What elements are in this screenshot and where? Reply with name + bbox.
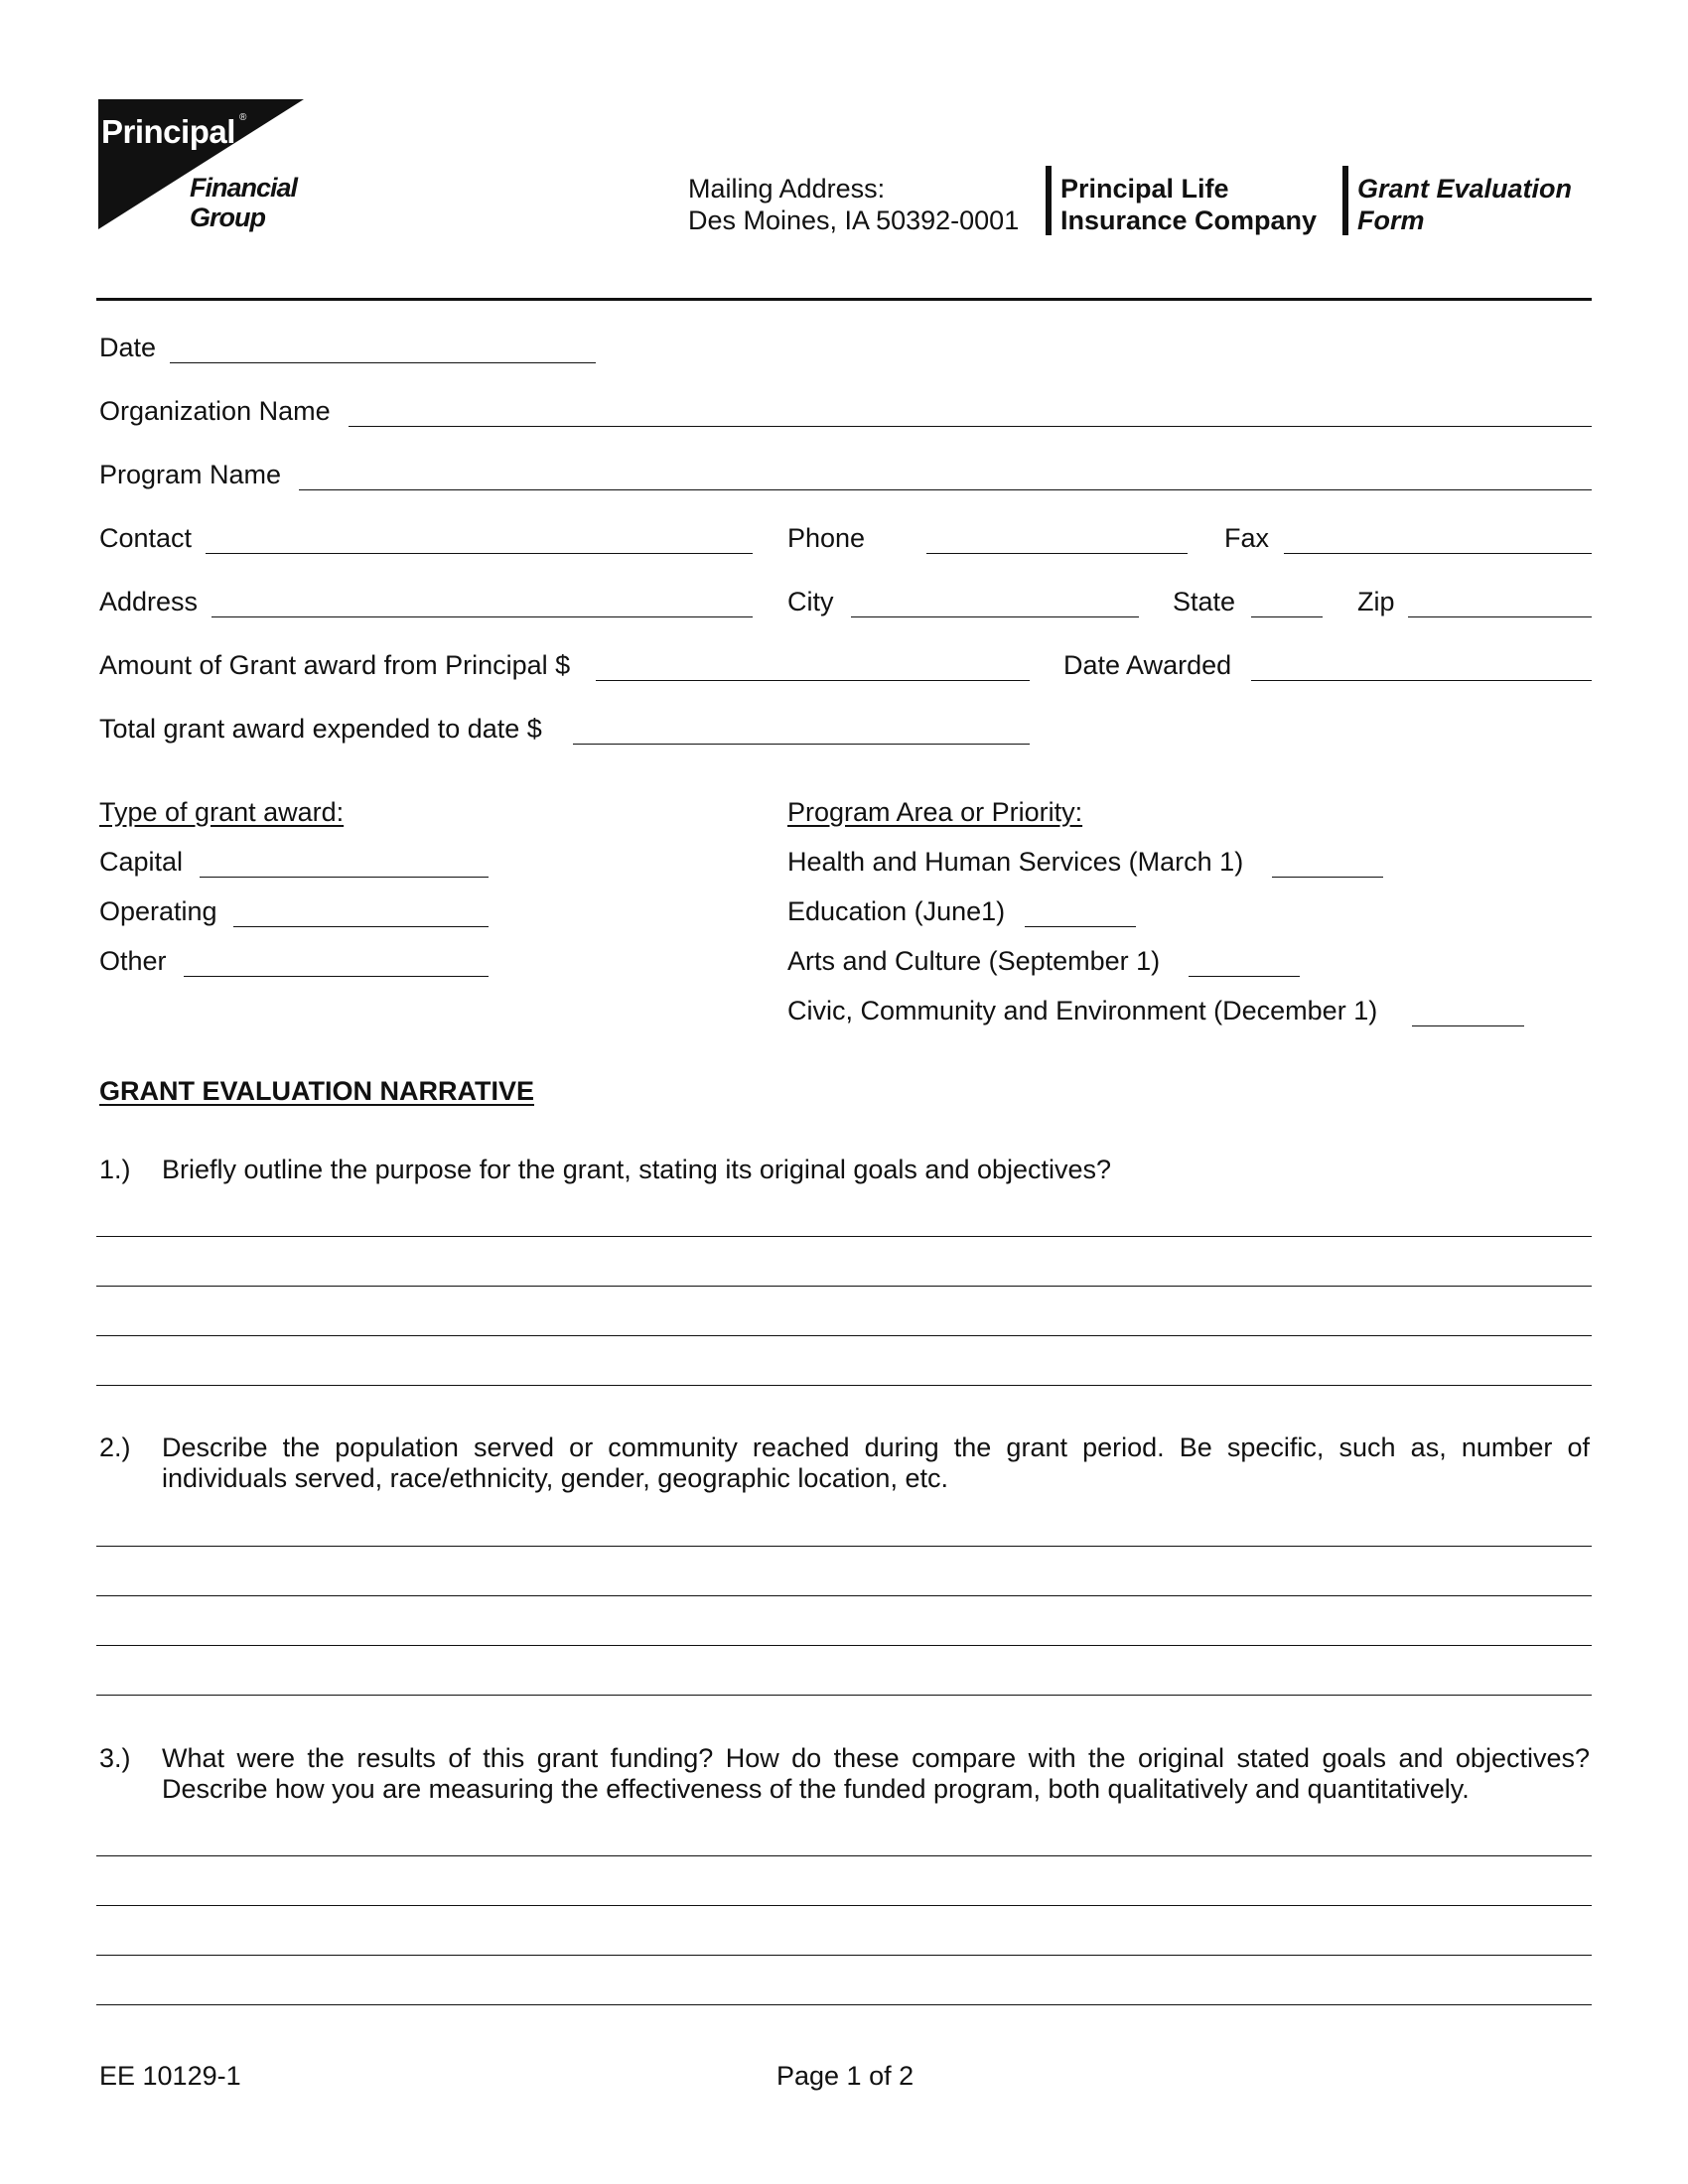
grant-amount-field[interactable] [596,680,1030,681]
address-field[interactable] [211,616,753,617]
organization-name-field[interactable] [349,426,1592,427]
contact-label: Contact [99,523,193,553]
question-3-answer-line-1[interactable] [96,1855,1592,1856]
state-label: State [1173,587,1236,616]
question-3-answer-line-4[interactable] [96,2004,1592,2005]
city-field[interactable] [851,616,1139,617]
company-name-line1: Principal Life [1060,174,1229,204]
program-area-arts-label: Arts and Culture (September 1) [787,946,1161,976]
fax-field[interactable] [1284,553,1592,554]
page-number: Page 1 of 2 [776,2061,914,2091]
fax-label: Fax [1224,523,1270,553]
program-name-field[interactable] [299,489,1592,490]
grant-type-capital-label: Capital [99,847,184,877]
question-1-answer-line-1[interactable] [96,1236,1592,1237]
form-number: EE 10129-1 [99,2061,241,2091]
question-2-number: 2.) [99,1433,131,1462]
program-area-education-field[interactable] [1025,926,1136,927]
program-area-arts-field[interactable] [1189,976,1300,977]
grant-type-other-field[interactable] [184,976,489,977]
date-awarded-field[interactable] [1251,680,1592,681]
program-area-health-label: Health and Human Services (March 1) [787,847,1244,877]
header-divider-2 [1342,166,1348,235]
mailing-label: Mailing Address: [688,174,886,204]
contact-field[interactable] [206,553,753,554]
program-area-health-field[interactable] [1272,877,1383,878]
date-field[interactable] [170,362,596,363]
state-field[interactable] [1251,616,1323,617]
question-3-number: 3.) [99,1743,131,1773]
grant-type-operating-field[interactable] [233,926,489,927]
city-label: City [787,587,834,616]
zip-field[interactable] [1408,616,1592,617]
question-3-answer-line-3[interactable] [96,1955,1592,1956]
question-1-answer-line-2[interactable] [96,1286,1592,1287]
organization-name-label: Organization Name [99,396,331,426]
phone-field[interactable] [926,553,1188,554]
question-2-answer-line-2[interactable] [96,1595,1592,1596]
grant-type-heading: Type of grant award: [99,797,345,827]
grant-type-other-label: Other [99,946,167,976]
phone-label: Phone [787,523,866,553]
narrative-heading: GRANT EVALUATION NARRATIVE [99,1076,534,1106]
question-2-text: Describe the population served or community reached during the grant period. Be specific, such as, number of individuals served, race/ethnicity, gender, geographic location, etc. [162,1433,1590,1493]
logo-sub-line1: Financial [190,173,298,203]
question-3-answer-line-2[interactable] [96,1905,1592,1906]
program-area-education-label: Education (June1) [787,896,1006,926]
zip-label: Zip [1357,587,1395,616]
program-area-civic-label: Civic, Community and Environment (December 1) [787,996,1378,1025]
logo-registered-mark: ® [239,112,247,123]
form-title-line1: Grant Evaluation [1357,174,1573,204]
question-3-text: What were the results of this grant funding? How do these compare with the original stated goals and objectives? Describe how you are measuring the effectiveness of the funded program, both qualitatively and quantitatively. [162,1743,1590,1804]
question-1-answer-line-4[interactable] [96,1385,1592,1386]
total-expended-label: Total grant award expended to date $ [99,714,542,744]
logo-sub-line2: Group [190,203,265,232]
total-expended-field[interactable] [573,744,1030,745]
address-label: Address [99,587,199,616]
date-label: Date [99,333,157,362]
question-2-answer-line-4[interactable] [96,1695,1592,1696]
grant-type-operating-label: Operating [99,896,217,926]
program-area-heading: Program Area or Priority: [787,797,1083,827]
grant-amount-label: Amount of Grant award from Principal $ [99,650,571,680]
company-name-line2: Insurance Company [1060,205,1318,235]
program-area-civic-field[interactable] [1412,1025,1524,1026]
header-rule [96,298,1592,301]
form-title-line2: Form [1357,205,1425,235]
header-divider-1 [1046,166,1052,235]
grant-type-capital-field[interactable] [200,877,489,878]
company-logo [98,99,307,230]
program-name-label: Program Name [99,460,282,489]
question-2-answer-line-1[interactable] [96,1546,1592,1547]
date-awarded-label: Date Awarded [1063,650,1232,680]
logo-brand-text: Principal [101,113,235,150]
question-2-answer-line-3[interactable] [96,1645,1592,1646]
mailing-city: Des Moines, IA 50392-0001 [688,205,1020,235]
question-1-text: Briefly outline the purpose for the grant, stating its original goals and objectives? [162,1155,1112,1184]
question-1-number: 1.) [99,1155,131,1184]
question-1-answer-line-3[interactable] [96,1335,1592,1336]
